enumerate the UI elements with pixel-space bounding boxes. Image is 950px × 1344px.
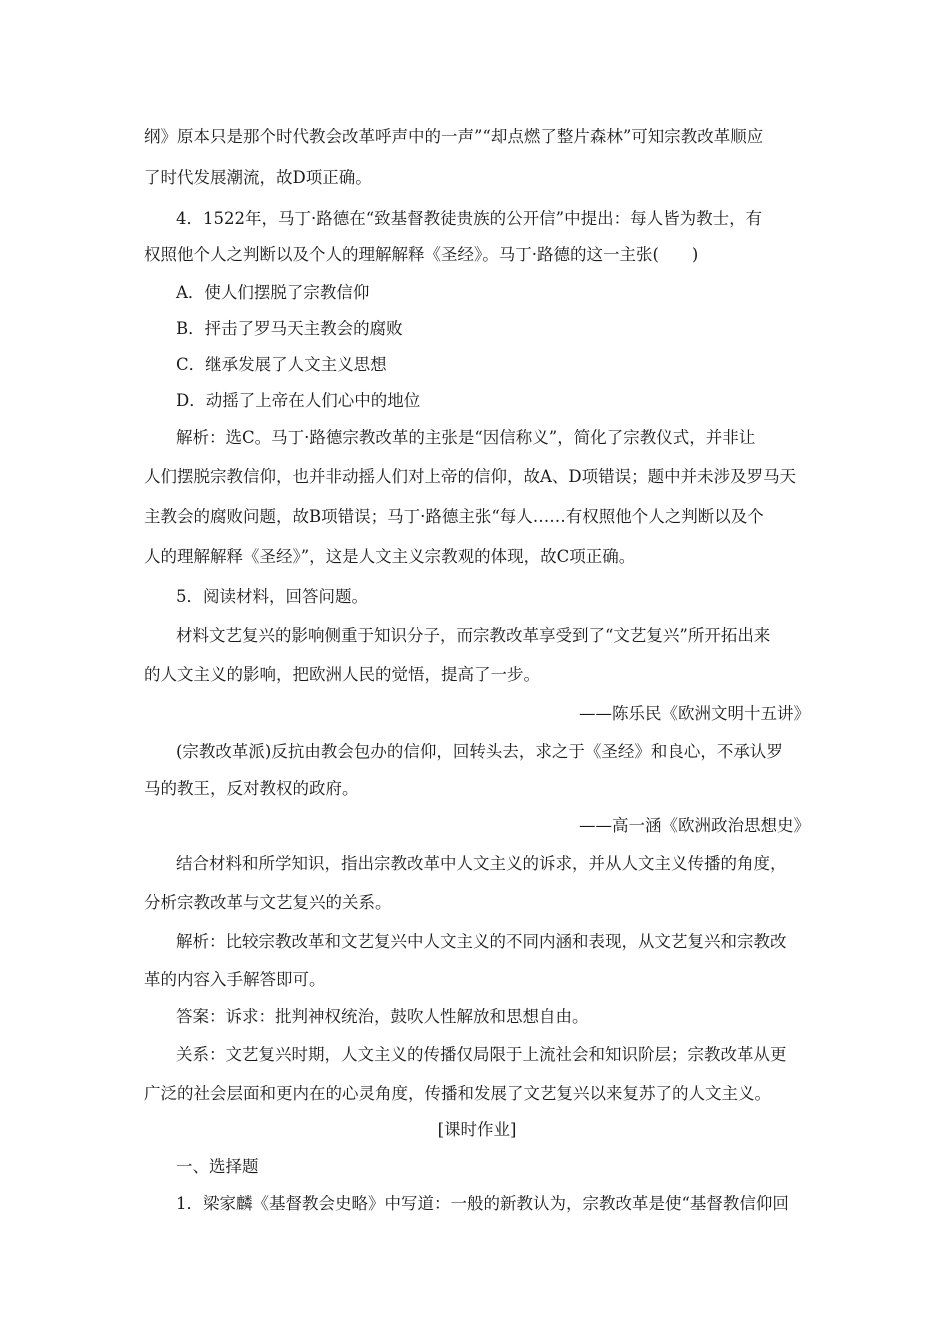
answer-text: 答案：诉求：批判神权统治，鼓吹人性解放和思想自由。	[176, 1007, 589, 1026]
text-line: 权照他个人之判断以及个人的理解解释《圣经》。马丁·路德的这一主张( )	[144, 245, 699, 264]
text-line: 了时代发展潮流，故D项正确。	[144, 168, 372, 187]
answer-explanation: 解析：选C。马丁·路德宗教改革的主张是“因信称义”，简化了宗教仪式，并非让	[176, 428, 756, 447]
text-line: 革的内容入手解答即可。	[144, 970, 326, 989]
question-4-stem: 4．1522年，马丁·路德在“致基督教徒贵族的公开信”中提出：每人皆为教士，有	[176, 209, 763, 228]
question-1-stem: 1．梁家麟《基督教会史略》中写道：一般的新教认为，宗教改革是使“基督教信仰回	[176, 1194, 789, 1213]
text-line: 人们摆脱宗教信仰，也并非动摇人们对上帝的信仰，故A、D项错误；题中并未涉及罗马天	[144, 467, 797, 486]
option-c: C．继承发展了人文主义思想	[176, 355, 387, 374]
answer-explanation: 解析：比较宗教改革和文艺复兴中人文主义的不同内涵和表现，从文艺复兴和宗教改	[176, 932, 787, 951]
question-5-stem: 5．阅读材料，回答问题。	[176, 587, 368, 606]
citation: ——高一涵《欧洲政治思想史》	[579, 816, 810, 835]
text-line: 马的教王，反对教权的政府。	[144, 779, 359, 798]
text-line: 纲》原本只是那个时代教会改革呼声中的一声”“却点燃了整片森林”可知宗教改革顺应	[144, 127, 764, 146]
answer-text: 关系：文艺复兴时期，人文主义的传播仅局限于上流社会和知识阶层；宗教改革从更	[176, 1045, 787, 1064]
text-line: 主教会的腐败问题，故B项错误；马丁·路德主张“每人……有权照他个人之判断以及个	[144, 507, 764, 526]
option-a: A．使人们摆脱了宗教信仰	[176, 283, 370, 302]
subsection-heading: 一、选择题	[176, 1157, 259, 1176]
material-text: (宗教改革派)反抗由教会包办的信仰，回转头去，求之于《圣经》和良心，不承认罗	[176, 742, 783, 761]
question-prompt: 结合材料和所学知识，指出宗教改革中人文主义的诉求，并从人文主义传播的角度，	[176, 854, 787, 873]
text-line: 广泛的社会层面和更内在的心灵角度，传播和发展了文艺复兴以来复苏了的人文主义。	[144, 1084, 771, 1103]
text-line: 分析宗教改革与文艺复兴的关系。	[144, 893, 392, 912]
option-d: D．动摇了上帝在人们心中的地位	[176, 391, 421, 410]
citation: ——陈乐民《欧洲文明十五讲》	[579, 704, 810, 723]
option-b: B．抨击了罗马天主教会的腐败	[176, 319, 403, 338]
section-heading: [课时作业]	[437, 1120, 517, 1139]
material-text: 材料文艺复兴的影响侧重于知识分子，而宗教改革享受到了“文艺复兴”所开拓出来	[176, 626, 771, 645]
text-line: 人的理解解释《圣经》”，这是人文主义宗教观的体现，故C项正确。	[144, 547, 636, 566]
text-line: 的人文主义的影响，把欧洲人民的觉悟，提高了一步。	[144, 665, 540, 684]
